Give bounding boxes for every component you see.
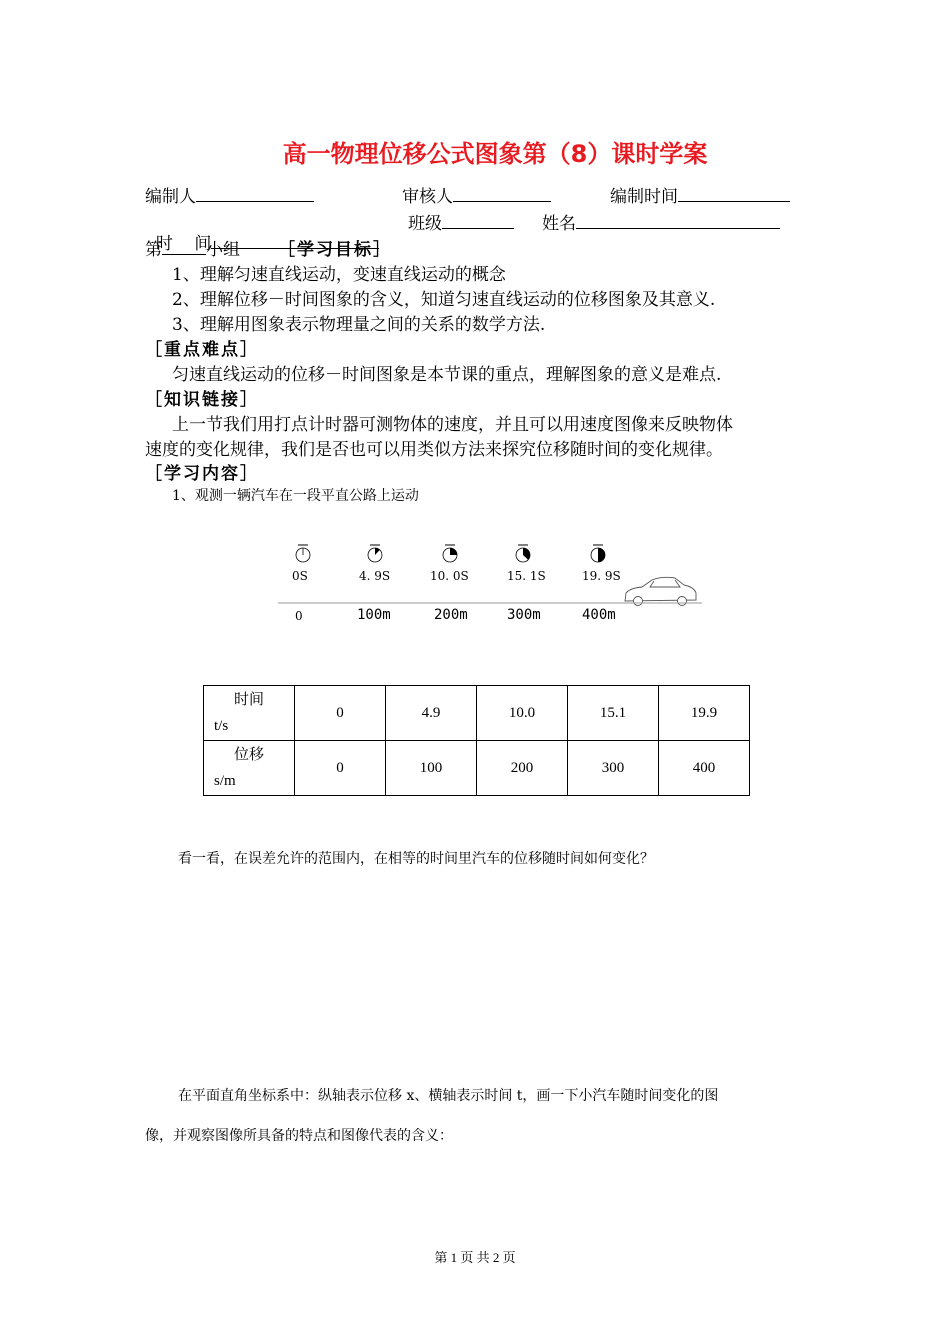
objective-3: 3、理解用图象表示物理量之间的关系的数学方法. bbox=[172, 315, 546, 335]
data-table bbox=[203, 685, 750, 796]
row1-label-top: 时间 bbox=[234, 692, 265, 708]
stopwatch-icon bbox=[443, 545, 457, 562]
content-heading: ［学习内容］ bbox=[145, 464, 259, 484]
content-item-1: 1、观测一辆汽车在一段平直公路上运动 bbox=[172, 488, 419, 504]
edit-time-blank[interactable] bbox=[678, 183, 790, 202]
edit-time-line bbox=[610, 182, 790, 207]
objectives-heading: ［学习目标］ bbox=[278, 240, 392, 260]
car-icon bbox=[625, 577, 696, 605]
table-row bbox=[204, 686, 750, 741]
table-cell: 300 bbox=[568, 741, 659, 796]
time-label-1: 4. 9S bbox=[359, 569, 391, 583]
time-label-3: 15. 1S bbox=[507, 569, 546, 583]
class-blank[interactable] bbox=[442, 210, 514, 229]
time-label-4: 19. 9S bbox=[582, 569, 621, 583]
class-label: 班级 bbox=[408, 214, 442, 234]
stopwatch-icon bbox=[296, 545, 310, 562]
stopwatch-icon bbox=[368, 545, 382, 562]
row2-label-top: 位移 bbox=[234, 747, 265, 763]
group-blank[interactable] bbox=[162, 236, 206, 255]
table-cell: 19.9 bbox=[659, 686, 750, 741]
row1-label-bottom: t/s bbox=[214, 718, 229, 734]
objective-2: 2、理解位移－时间图象的含义，知道匀速直线运动的位移图象及其意义. bbox=[172, 290, 716, 310]
edit-time-label: 编制时间 bbox=[610, 187, 678, 207]
question-2-line2: 像，并观察图像所具备的特点和图像代表的含义： bbox=[145, 1128, 453, 1144]
row2-label-bottom: s/m bbox=[214, 773, 236, 789]
time-label-2: 10. 0S bbox=[430, 569, 469, 583]
table-cell: 0 bbox=[295, 741, 386, 796]
group-line bbox=[145, 235, 240, 260]
page-footer: 第 1 页 共 2 页 bbox=[434, 1250, 516, 1265]
table-row-header bbox=[204, 741, 295, 796]
knowledge-link-line1: 上一节我们用打点计时器可测物体的速度，并且可以用速度图像来反映物体 bbox=[172, 415, 733, 435]
car-motion-diagram bbox=[270, 535, 710, 630]
table-cell: 0 bbox=[295, 686, 386, 741]
table-cell: 4.9 bbox=[386, 686, 477, 741]
reviewer-label: 审核人 bbox=[402, 187, 453, 207]
objective-1: 1、理解匀速直线运动，变速直线运动的概念 bbox=[172, 265, 506, 285]
page-title: 高一物理位移公式图象第（8）课时学案 bbox=[282, 140, 708, 168]
reviewer-blank[interactable] bbox=[453, 183, 551, 202]
name-line bbox=[542, 209, 780, 234]
distance-label-1: 100m bbox=[357, 607, 391, 623]
key-points-text: 匀速直线运动的位移－时间图象是本节课的重点，理解图象的意义是难点. bbox=[172, 365, 722, 385]
class-line bbox=[408, 209, 514, 234]
group-prefix: 第 bbox=[145, 240, 162, 260]
time-label-0: 0S bbox=[292, 569, 308, 583]
knowledge-link-heading: ［知识链接］ bbox=[145, 390, 259, 410]
name-blank[interactable] bbox=[576, 210, 780, 229]
stopwatch-icon bbox=[591, 545, 605, 562]
name-label: 姓名 bbox=[542, 214, 576, 234]
editor-line bbox=[145, 182, 314, 207]
table-cell: 10.0 bbox=[477, 686, 568, 741]
table-cell: 15.1 bbox=[568, 686, 659, 741]
question-1: 看一看，在误差允许的范围内，在相等的时间里汽车的位移随时间如何变化？ bbox=[178, 851, 654, 867]
reviewer-line bbox=[402, 182, 551, 207]
time-label: 时 间 bbox=[155, 234, 212, 254]
editor-blank[interactable] bbox=[196, 183, 314, 202]
group-suffix: 小组 bbox=[206, 240, 240, 260]
knowledge-link-line2: 速度的变化规律，我们是否也可以用类似方法来探究位移随时间的变化规律。 bbox=[145, 440, 723, 460]
distance-label-4: 400m bbox=[582, 607, 616, 623]
distance-label-0: 0 bbox=[295, 609, 303, 623]
key-points-heading: ［重点难点］ bbox=[145, 340, 259, 360]
table-cell: 400 bbox=[659, 741, 750, 796]
question-2-line1: 在平面直角坐标系中：纵轴表示位移 x、横轴表示时间 t，画一下小汽车随时间变化的图 bbox=[178, 1088, 719, 1104]
distance-label-2: 200m bbox=[434, 607, 468, 623]
table-row-header bbox=[204, 686, 295, 741]
stopwatch-icon bbox=[516, 545, 530, 562]
table-cell: 100 bbox=[386, 741, 477, 796]
table-cell: 200 bbox=[477, 741, 568, 796]
table-row bbox=[204, 741, 750, 796]
editor-label: 编制人 bbox=[145, 187, 196, 207]
distance-label-3: 300m bbox=[507, 607, 541, 623]
